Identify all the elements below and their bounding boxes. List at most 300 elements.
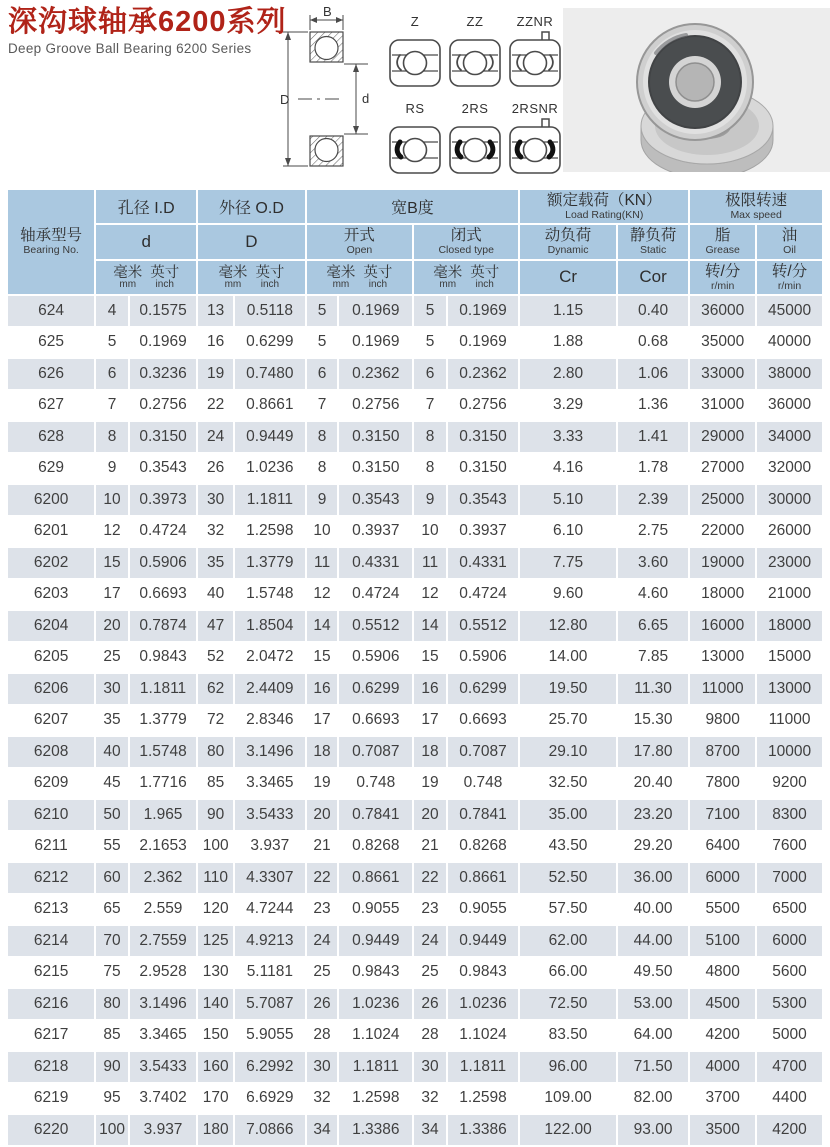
bearing-no-cell: 6208 (8, 737, 94, 767)
value-cell: 12.80 (520, 611, 616, 641)
value-cell: 17 (414, 706, 446, 736)
value-cell: 35 (198, 548, 233, 578)
seal-type-zz (446, 14, 504, 93)
col-header-load-group (520, 190, 688, 223)
value-cell: 6.2992 (235, 1052, 305, 1082)
speed-group-cn: 极限转速 (725, 192, 788, 209)
value-cell: 1.06 (618, 359, 688, 389)
value-cell: 25000 (690, 485, 755, 515)
value-cell: 6.65 (618, 611, 688, 641)
value-cell: 62 (198, 674, 233, 704)
value-cell: 13 (198, 296, 233, 326)
header-row-groups (8, 190, 822, 223)
value-cell: 20 (414, 800, 446, 830)
value-cell: 0.2756 (130, 391, 196, 421)
value-cell: 18 (414, 737, 446, 767)
value-cell: 130 (198, 958, 233, 988)
value-cell: 5 (307, 328, 338, 358)
value-cell: 3.7402 (130, 1084, 196, 1114)
value-cell: 1.3779 (130, 706, 196, 736)
value-cell: 23000 (757, 548, 822, 578)
value-cell: 15 (307, 643, 338, 673)
value-cell: 1.78 (618, 454, 688, 484)
value-cell: 66.00 (520, 958, 616, 988)
grease-en: Grease (705, 244, 740, 257)
value-cell: 3.29 (520, 391, 616, 421)
value-cell: 1.1811 (235, 485, 305, 515)
value-cell: 40 (96, 737, 128, 767)
value-cell: 71.50 (618, 1052, 688, 1082)
value-cell: 10 (414, 517, 446, 547)
value-cell: 6000 (690, 863, 755, 893)
value-cell: 0.5512 (339, 611, 412, 641)
bearing-no-cell: 6214 (8, 926, 94, 956)
value-cell: 26 (198, 454, 233, 484)
value-cell: 28 (414, 1021, 446, 1051)
value-cell: 72.50 (520, 989, 616, 1019)
table-row (8, 1052, 822, 1082)
value-cell: 22 (307, 863, 338, 893)
value-cell: 8 (414, 454, 446, 484)
value-cell: 140 (198, 989, 233, 1019)
table-row (8, 674, 822, 704)
value-cell: 4200 (757, 1115, 822, 1145)
value-cell: 9200 (757, 769, 822, 799)
col-header-od-group: 外径 O.D (198, 190, 304, 223)
value-cell: 0.9843 (448, 958, 518, 988)
col-header-od-symbol: D (198, 225, 304, 258)
value-cell: 24 (198, 422, 233, 452)
value-cell: 4400 (757, 1084, 822, 1114)
value-cell: 11 (307, 548, 338, 578)
value-cell: 24 (414, 926, 446, 956)
value-cell: 0.3150 (448, 454, 518, 484)
value-cell: 1.2598 (448, 1084, 518, 1114)
value-cell: 0.3150 (339, 454, 412, 484)
seal-type-icon (447, 30, 503, 88)
value-cell: 45000 (757, 296, 822, 326)
value-cell: 0.3543 (130, 454, 196, 484)
value-cell: 0.4724 (448, 580, 518, 610)
value-cell: 2.1653 (130, 832, 196, 862)
value-cell: 35 (96, 706, 128, 736)
value-cell: 5 (307, 296, 338, 326)
table-row (8, 517, 822, 547)
table-row (8, 832, 822, 862)
value-cell: 95 (96, 1084, 128, 1114)
bearing-cross-section-diagram (280, 6, 392, 176)
bearing-no-cell: 6212 (8, 863, 94, 893)
table-header (8, 190, 822, 294)
table-row (8, 769, 822, 799)
value-cell: 25.70 (520, 706, 616, 736)
value-cell: 14 (414, 611, 446, 641)
value-cell: 1.7716 (130, 769, 196, 799)
seal-type-label: ZZNR (516, 14, 554, 29)
value-cell: 9.60 (520, 580, 616, 610)
page-header (0, 0, 830, 186)
value-cell: 28 (307, 1021, 338, 1051)
value-cell: 29.10 (520, 737, 616, 767)
value-cell: 0.9449 (235, 422, 305, 452)
value-cell: 0.7841 (448, 800, 518, 830)
bearing-no-cell: 6206 (8, 674, 94, 704)
value-cell: 85 (198, 769, 233, 799)
value-cell: 22 (198, 391, 233, 421)
value-cell: 3.1496 (235, 737, 305, 767)
value-cell: 4800 (690, 958, 755, 988)
value-cell: 7100 (690, 800, 755, 830)
value-cell: 0.1969 (448, 296, 518, 326)
value-cell: 13000 (690, 643, 755, 673)
value-cell: 1.1024 (448, 1021, 518, 1051)
value-cell: 52.50 (520, 863, 616, 893)
value-cell: 19 (198, 359, 233, 389)
value-cell: 22000 (690, 517, 755, 547)
table-row (8, 1021, 822, 1051)
value-cell: 6 (307, 359, 338, 389)
value-cell: 0.3150 (130, 422, 196, 452)
value-cell: 7 (96, 391, 128, 421)
value-cell: 125 (198, 926, 233, 956)
value-cell: 40.00 (618, 895, 688, 925)
value-cell: 5600 (757, 958, 822, 988)
value-cell: 9 (414, 485, 446, 515)
units-od: 毫米 mm 英寸 inch (198, 261, 304, 294)
table-row (8, 391, 822, 421)
bearing-no-cell: 6205 (8, 643, 94, 673)
value-cell: 0.2756 (448, 391, 518, 421)
value-cell: 40000 (757, 328, 822, 358)
value-cell: 47 (198, 611, 233, 641)
value-cell: 5 (96, 328, 128, 358)
value-cell: 90 (198, 800, 233, 830)
value-cell: 1.3386 (339, 1115, 412, 1145)
dim-label-D: D (280, 92, 290, 107)
open-cn: 开式 (343, 227, 375, 245)
header-row-units (8, 261, 822, 294)
value-cell: 32 (414, 1084, 446, 1114)
static-en: Static (639, 244, 667, 257)
col-header-bearing-no (8, 190, 94, 294)
value-cell: 34 (414, 1115, 446, 1145)
value-cell: 16 (307, 674, 338, 704)
value-cell: 12 (307, 580, 338, 610)
value-cell: 5.10 (520, 485, 616, 515)
seal-type-icon (507, 30, 563, 88)
value-cell: 0.3236 (130, 359, 196, 389)
value-cell: 0.748 (448, 769, 518, 799)
value-cell: 23 (307, 895, 338, 925)
value-cell: 32 (307, 1084, 338, 1114)
value-cell: 0.5906 (130, 548, 196, 578)
seal-type-2rsnr (506, 101, 564, 180)
table-row (8, 1084, 822, 1114)
value-cell: 30000 (757, 485, 822, 515)
value-cell: 35.00 (520, 800, 616, 830)
bearing-no-cell: 625 (8, 328, 94, 358)
bearing-no-cell: 624 (8, 296, 94, 326)
dim-label-B: B (323, 6, 332, 19)
value-cell: 18000 (757, 611, 822, 641)
value-cell: 7 (414, 391, 446, 421)
value-cell: 7 (307, 391, 338, 421)
rpm-cn: 转/分 (705, 262, 741, 280)
value-cell: 5 (414, 296, 446, 326)
value-cell: 38000 (757, 359, 822, 389)
value-cell: 3.5433 (130, 1052, 196, 1082)
value-cell: 32000 (757, 454, 822, 484)
header-row-sub (8, 225, 822, 258)
seal-type-icon (447, 117, 503, 175)
value-cell: 6 (96, 359, 128, 389)
value-cell: 180 (198, 1115, 233, 1145)
bearing-no-cell: 6219 (8, 1084, 94, 1114)
bearing-no-cell: 6215 (8, 958, 94, 988)
value-cell: 16000 (690, 611, 755, 641)
value-cell: 62.00 (520, 926, 616, 956)
value-cell: 0.1969 (339, 296, 412, 326)
value-cell: 3700 (690, 1084, 755, 1114)
value-cell: 45 (96, 769, 128, 799)
value-cell: 0.68 (618, 328, 688, 358)
value-cell: 0.7087 (448, 737, 518, 767)
value-cell: 1.1811 (339, 1052, 412, 1082)
table-row (8, 296, 822, 326)
units-open: 毫米 mm 英寸 inch (307, 261, 413, 294)
value-cell: 40 (198, 580, 233, 610)
value-cell: 5 (414, 328, 446, 358)
value-cell: 17 (307, 706, 338, 736)
table-row (8, 863, 822, 893)
value-cell: 2.39 (618, 485, 688, 515)
value-cell: 20.40 (618, 769, 688, 799)
col-header-grease (690, 225, 755, 258)
value-cell: 7.75 (520, 548, 616, 578)
value-cell: 2.80 (520, 359, 616, 389)
value-cell: 0.8661 (339, 863, 412, 893)
dynamic-cn: 动负荷 (544, 227, 592, 245)
page-subtitle: Deep Groove Ball Bearing 6200 Series (8, 41, 252, 57)
value-cell: 25 (414, 958, 446, 988)
bearing-no-cell: 6200 (8, 485, 94, 515)
table-row (8, 454, 822, 484)
value-cell: 26 (414, 989, 446, 1019)
value-cell: 20 (307, 800, 338, 830)
value-cell: 85 (96, 1021, 128, 1051)
value-cell: 11.30 (618, 674, 688, 704)
value-cell: 15.30 (618, 706, 688, 736)
value-cell: 8300 (757, 800, 822, 830)
value-cell: 0.5906 (448, 643, 518, 673)
bearing-no-cell: 626 (8, 359, 94, 389)
value-cell: 31000 (690, 391, 755, 421)
value-cell: 80 (198, 737, 233, 767)
value-cell: 32 (198, 517, 233, 547)
bearing-no-cell: 6202 (8, 548, 94, 578)
value-cell: 0.3150 (339, 422, 412, 452)
value-cell: 0.4331 (448, 548, 518, 578)
value-cell: 8 (96, 422, 128, 452)
value-cell: 5300 (757, 989, 822, 1019)
value-cell: 53.00 (618, 989, 688, 1019)
value-cell: 15 (96, 548, 128, 578)
value-cell: 0.3937 (448, 517, 518, 547)
oil-cn: 油 (781, 227, 798, 245)
table-row (8, 580, 822, 610)
value-cell: 93.00 (618, 1115, 688, 1145)
value-cell: 11000 (757, 706, 822, 736)
value-cell: 0.6299 (235, 328, 305, 358)
seal-type-label: 2RS (461, 101, 489, 116)
value-cell: 7800 (690, 769, 755, 799)
value-cell: 0.6693 (130, 580, 196, 610)
value-cell: 0.3973 (130, 485, 196, 515)
value-cell: 0.40 (618, 296, 688, 326)
bearing-no-en: Bearing No. (23, 244, 79, 257)
value-cell: 18 (307, 737, 338, 767)
col-header-closed (414, 225, 518, 258)
value-cell: 6500 (757, 895, 822, 925)
col-header-width-group: 宽B度 (307, 190, 519, 223)
bearing-no-cell: 6213 (8, 895, 94, 925)
value-cell: 5100 (690, 926, 755, 956)
value-cell: 36000 (757, 391, 822, 421)
value-cell: 1.5748 (130, 737, 196, 767)
rpm-cn: 转/分 (771, 262, 808, 280)
value-cell: 25 (307, 958, 338, 988)
value-cell: 1.1811 (130, 674, 196, 704)
value-cell: 15000 (757, 643, 822, 673)
value-cell: 80 (96, 989, 128, 1019)
value-cell: 1.1811 (448, 1052, 518, 1082)
value-cell: 0.3543 (339, 485, 412, 515)
seal-type-label: 2RSNR (511, 101, 559, 116)
value-cell: 57.50 (520, 895, 616, 925)
value-cell: 17 (96, 580, 128, 610)
value-cell: 4700 (757, 1052, 822, 1082)
value-cell: 0.9055 (448, 895, 518, 925)
value-cell: 5000 (757, 1021, 822, 1051)
value-cell: 4.60 (618, 580, 688, 610)
value-cell: 1.8504 (235, 611, 305, 641)
value-cell: 13000 (757, 674, 822, 704)
bearing-no-cell: 6204 (8, 611, 94, 641)
value-cell: 9 (307, 485, 338, 515)
value-cell: 44.00 (618, 926, 688, 956)
value-cell: 70 (96, 926, 128, 956)
value-cell: 0.1969 (448, 328, 518, 358)
table-row (8, 1115, 822, 1145)
closed-en: Closed type (438, 244, 494, 257)
value-cell: 0.4724 (339, 580, 412, 610)
value-cell: 26000 (757, 517, 822, 547)
value-cell: 9800 (690, 706, 755, 736)
dim-label-d: d (362, 91, 370, 106)
value-cell: 72 (198, 706, 233, 736)
page-title: 深沟球轴承6200系列 (8, 6, 287, 38)
bearing-no-cell: 6203 (8, 580, 94, 610)
value-cell: 1.1024 (339, 1021, 412, 1051)
col-header-id-symbol: d (96, 225, 196, 258)
value-cell: 4500 (690, 989, 755, 1019)
value-cell: 20 (96, 611, 128, 641)
value-cell: 2.9528 (130, 958, 196, 988)
value-cell: 1.2598 (339, 1084, 412, 1114)
value-cell: 34 (307, 1115, 338, 1145)
value-cell: 100 (198, 832, 233, 862)
value-cell: 36000 (690, 296, 755, 326)
value-cell: 30 (96, 674, 128, 704)
value-cell: 10 (96, 485, 128, 515)
value-cell: 14 (307, 611, 338, 641)
value-cell: 150 (198, 1021, 233, 1051)
value-cell: 1.3386 (448, 1115, 518, 1145)
value-cell: 34000 (757, 422, 822, 452)
value-cell: 82.00 (618, 1084, 688, 1114)
open-en: Open (346, 244, 373, 257)
table-row (8, 895, 822, 925)
value-cell: 0.5512 (448, 611, 518, 641)
value-cell: 0.5118 (235, 296, 305, 326)
value-cell: 1.15 (520, 296, 616, 326)
value-cell: 1.36 (618, 391, 688, 421)
value-cell: 21 (414, 832, 446, 862)
value-cell: 35000 (690, 328, 755, 358)
value-cell: 96.00 (520, 1052, 616, 1082)
value-cell: 49.50 (618, 958, 688, 988)
value-cell: 8 (414, 422, 446, 452)
seal-type-label: RS (405, 101, 425, 116)
value-cell: 2.0472 (235, 643, 305, 673)
value-cell: 11000 (690, 674, 755, 704)
value-cell: 12 (414, 580, 446, 610)
value-cell: 122.00 (520, 1115, 616, 1145)
value-cell: 30 (414, 1052, 446, 1082)
value-cell: 21 (307, 832, 338, 862)
bearing-no-cell: 6218 (8, 1052, 94, 1082)
value-cell: 0.748 (339, 769, 412, 799)
value-cell: 0.4331 (339, 548, 412, 578)
value-cell: 109.00 (520, 1084, 616, 1114)
table-row (8, 958, 822, 988)
bearing-no-cell: 6216 (8, 989, 94, 1019)
value-cell: 8 (307, 454, 338, 484)
value-cell: 0.1575 (130, 296, 196, 326)
value-cell: 0.9449 (448, 926, 518, 956)
value-cell: 23 (414, 895, 446, 925)
value-cell: 1.0236 (235, 454, 305, 484)
value-cell: 3.937 (130, 1115, 196, 1145)
value-cell: 2.75 (618, 517, 688, 547)
seal-type-2rs (446, 101, 504, 180)
col-header-id-group: 孔径 I.D (96, 190, 196, 223)
value-cell: 0.7874 (130, 611, 196, 641)
value-cell: 0.1969 (130, 328, 196, 358)
value-cell: 19.50 (520, 674, 616, 704)
value-cell: 65 (96, 895, 128, 925)
col-header-rpm-oil (757, 261, 822, 294)
speed-group-en: Max speed (730, 208, 782, 221)
value-cell: 1.88 (520, 328, 616, 358)
value-cell: 1.965 (130, 800, 196, 830)
value-cell: 0.6299 (339, 674, 412, 704)
value-cell: 19 (414, 769, 446, 799)
value-cell: 2.7559 (130, 926, 196, 956)
value-cell: 8 (307, 422, 338, 452)
static-cn: 静负荷 (629, 227, 677, 245)
value-cell: 24 (307, 926, 338, 956)
